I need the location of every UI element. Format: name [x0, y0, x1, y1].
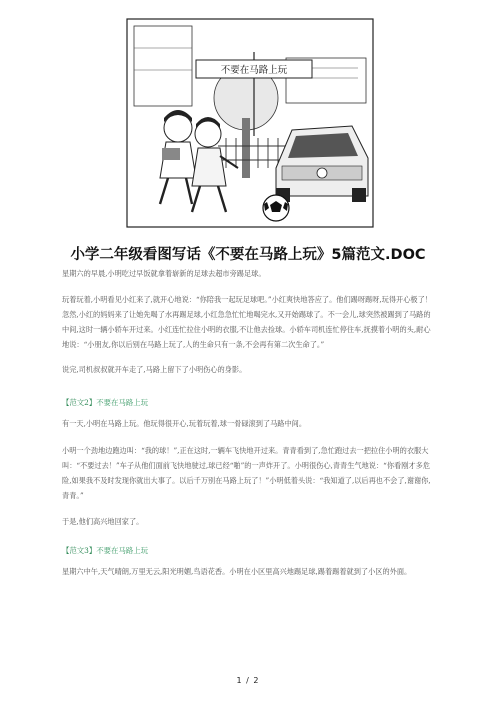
essay-heading-3-text: 不要在马路上玩: [96, 546, 149, 555]
essay-heading-3: [62, 545, 148, 556]
essay-heading-3-label: 【范文3】: [62, 546, 97, 555]
page-number: [0, 676, 496, 685]
illustration-drawing: [126, 18, 374, 228]
paragraph-body: 玩着玩着,小明看见小红来了,就开心地说：“你陪我一起玩足球吧。”小红爽快地答应了。他们踢呀踢呀,玩得开心极了！忽然,小红的妈妈来了让她先喝了水再踢足球,小红急急忙忙地喝完水,又开始踢球了。不一会儿,球突然被踢到了马路的中间,这时一辆小轿车开过来。小红连忙拉住小明的衣服,不让他去捡球。小轿车司机连忙停住车,抚摸着小明的头,耐心地说：“小朋友,你以后别在马路上玩了,人的生命只有一条,不会再有第二次生命了。”: [62, 295, 432, 349]
paragraph-closing: 说完,司机叔叔就开车走了,马路上留下了小明伤心的身影。: [62, 365, 247, 374]
paragraph-intro: 星期六的早晨,小明吃过早饭就拿着崭新的足球去超市旁踢足球。: [62, 269, 266, 278]
page-separator: /: [246, 676, 250, 685]
essay-heading-2-label: 【范文2】: [62, 398, 97, 407]
document-title: 小学二年级看图写话《不要在马路上玩》5篇范文.DOC: [70, 247, 426, 263]
paragraph-essay2-1: 有一天,小明在马路上玩。他玩得很开心,玩着玩着,球一骨碌滚到了马路中间。: [62, 419, 307, 428]
page-total: 2: [253, 676, 260, 685]
page-current: 1: [236, 676, 243, 685]
illustration: [126, 18, 374, 228]
paragraph-essay2-2: 小明一个劲地边跑边叫：“我的球！”,正在这时,一辆车飞快地开过来。青青看到了,急忙跑过去一把拉住小明的衣服大叫：“不要过去！”车子从他们面前飞快地驶过,球已经“啪”的一声炸开了。小明很伤心,青青生气地说：“你看刚才多危险,如果我不及时发现你就出大事了。以后千万别在马路上玩了！”小明低着头说：“我知道了,以后再也不会了,谢谢你,青青。”: [62, 446, 431, 500]
car-icon: [276, 126, 368, 202]
essay-heading-2: [62, 397, 148, 408]
paragraph-essay2-3: 于是,他们高兴地回家了。: [62, 517, 144, 526]
essay-heading-2-text: 不要在马路上玩: [96, 398, 149, 407]
soccer-ball-icon: [263, 195, 289, 221]
sign-text: 不要在马路上玩: [220, 65, 288, 76]
paragraph-essay3-1: 星期六中午,天气晴朗,万里无云,阳光明媚,鸟语花香。小明在小区里高兴地踢足球,踢着踢着就到了小区的外面。: [62, 567, 412, 576]
